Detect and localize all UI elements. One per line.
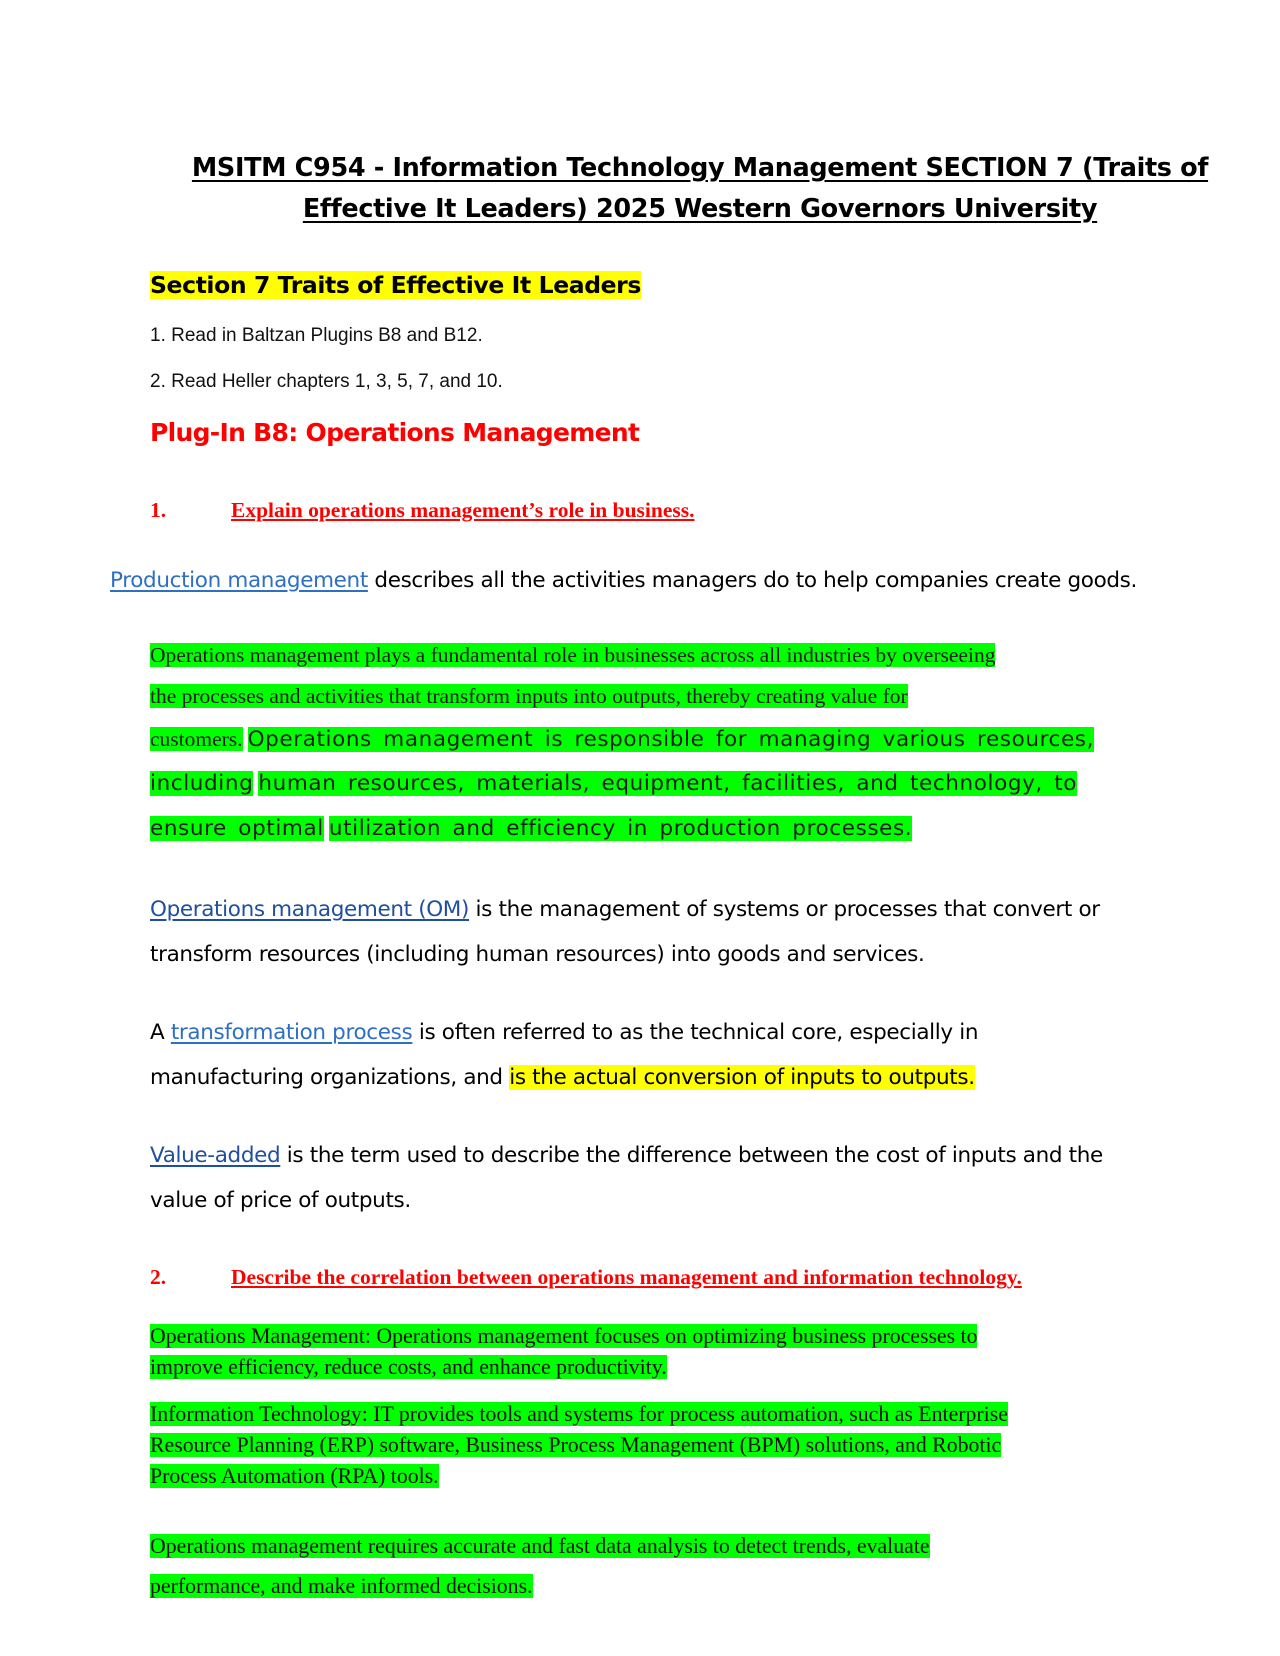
transformation-line-2: manufacturing organizations, and is the actual conversion of inputs to outputs. xyxy=(150,1065,975,1090)
paragraph-3-line-2: performance, and make informed decisions. xyxy=(150,1574,533,1598)
paragraph-2-line-2: Resource Planning (ERP) software, Business Process Management (BPM) solutions, and Robotic xyxy=(150,1433,1002,1457)
section-heading: Section 7 Traits of Effective It Leaders xyxy=(150,271,641,299)
question-text: Explain operations management’s role in business. xyxy=(231,498,695,522)
title-line-1: MSITM C954 - Information Technology Management SECTION 7 (Traits of xyxy=(191,153,1209,183)
transformation-process-link[interactable]: transformation process xyxy=(170,1020,413,1045)
value-added-line-1: Value-added is the term used to describe the difference between the cost of inputs and the xyxy=(150,1143,1103,1168)
om-role-line-1: Operations management plays a fundamental role in businesses across all industries by overseeing xyxy=(150,643,996,667)
title-line-2: Effective It Leaders) 2025 Western Governors University xyxy=(302,194,1098,224)
value-added-line-2: value of price of outputs. xyxy=(150,1188,411,1213)
question-heading-1 xyxy=(150,496,695,524)
paragraph-1-line-1: Operations Management: Operations management focuses on optimizing business processes to xyxy=(150,1324,978,1348)
plugin-heading: Plug-In B8: Operations Management xyxy=(150,418,640,447)
om-definition-line-2: transform resources (including human resources) into goods and services. xyxy=(150,942,925,967)
om-role-line-5: ensure optimal utilization and efficiency in production processes. xyxy=(150,816,913,841)
instruction-item-2: 2. Read Heller chapters 1, 3, 5, 7, and 10. xyxy=(150,371,503,392)
om-definition-line-1: Operations management (OM) is the management of systems or processes that convert or xyxy=(150,897,1100,922)
om-role-line-4: including human resources, materials, equipment, facilities, and technology, to xyxy=(150,771,1078,796)
paragraph-2-line-1: Information Technology: IT provides tools and systems for process automation, such as Enterprise xyxy=(150,1402,1008,1426)
om-role-line-2: the processes and activities that transform inputs into outputs, thereby creating value for xyxy=(150,684,908,708)
transformation-line-1: A transformation process is often referred to as the technical core, especially in xyxy=(150,1020,979,1045)
question-text: Describe the correlation between operations management and information technology. xyxy=(231,1265,1022,1289)
production-management-definition: Production management describes all the activities managers do to help companies create goods. xyxy=(110,568,1138,593)
paragraph-2-line-3: Process Automation (RPA) tools. xyxy=(150,1464,439,1488)
question-heading-2 xyxy=(150,1263,1022,1291)
paragraph-3-line-1: Operations management requires accurate and fast data analysis to detect trends, evaluate xyxy=(150,1534,930,1558)
om-role-line-3: customers. Operations management is responsible for managing various resources, xyxy=(150,727,1095,752)
question-number: 2. xyxy=(150,1265,167,1289)
production-management-link[interactable]: Production management xyxy=(110,568,368,593)
paragraph-1-line-2: improve efficiency, reduce costs, and enhance productivity. xyxy=(150,1355,667,1379)
instruction-item-1: 1. Read in Baltzan Plugins B8 and B12. xyxy=(150,325,483,346)
question-number: 1. xyxy=(150,498,167,522)
document-title xyxy=(150,148,1250,230)
operations-management-link[interactable]: Operations management (OM) xyxy=(150,897,470,922)
value-added-link[interactable]: Value-added xyxy=(150,1143,281,1168)
